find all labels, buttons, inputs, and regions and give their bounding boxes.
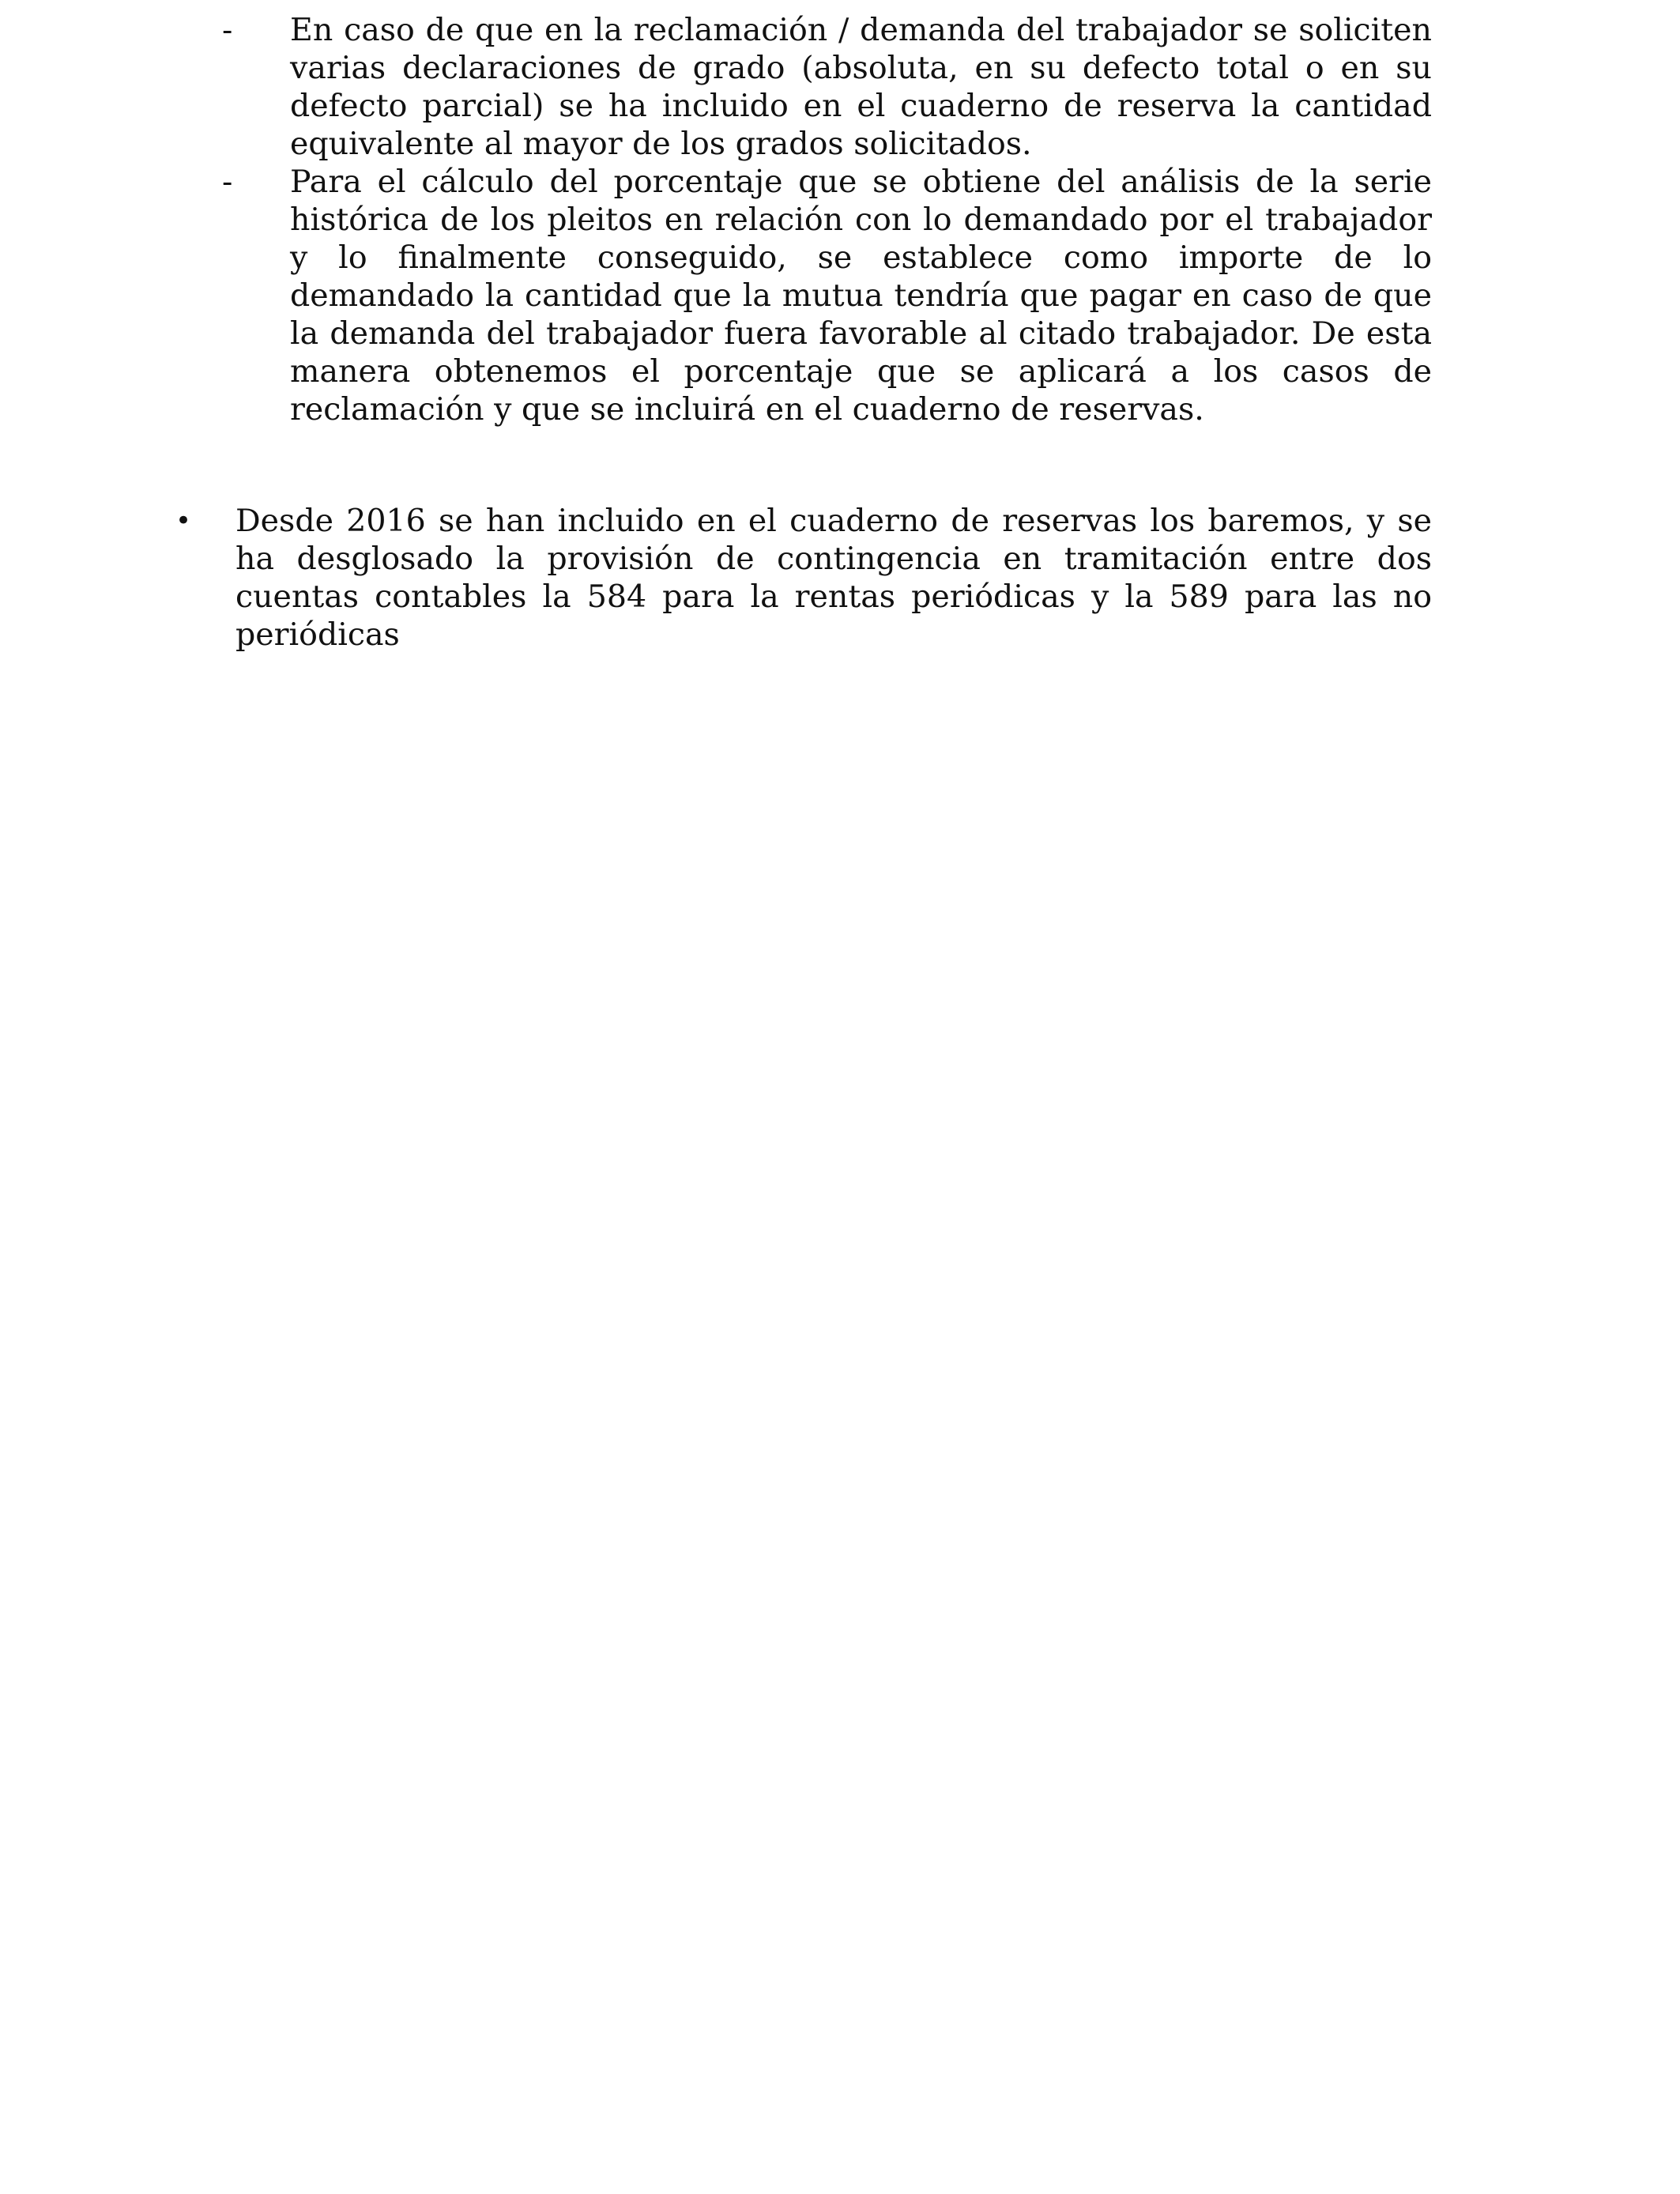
- dash-item-text: En caso de que en la reclamación / demanda del trabajador se soliciten varias declaraciones de grado (absoluta, en su defecto total o en su defecto parcial) se ha incluido en el cuaderno de reserva la cantidad equivalente al mayor de los grados solicitados.: [290, 12, 1432, 162]
- dash-marker: -: [222, 12, 233, 48]
- dash-marker: -: [222, 164, 233, 200]
- bullet-marker: •: [175, 505, 192, 537]
- bullet-item-text: Desde 2016 se han incluido en el cuaderno de reservas los baremos, y se ha desglosado la provisión de contingencia en tramitación entre dos cuentas contables la 584 para la rentas periódicas y la 589 para las no periódicas: [235, 503, 1432, 653]
- dash-item-text: Para el cálculo del porcentaje que se obtiene del análisis de la serie histórica de los pleitos en relación con lo demandado por el trabajador y lo finalmente conseguido, se establece como importe de lo demandado la cantidad que la mutua tendría que pagar en caso de que la demanda del trabajador fuera favorable al citado trabajador. De esta manera obtenemos el porcentaje que se aplicará a los casos de reclamación y que se incluirá en el cuaderno de reservas.: [290, 164, 1432, 428]
